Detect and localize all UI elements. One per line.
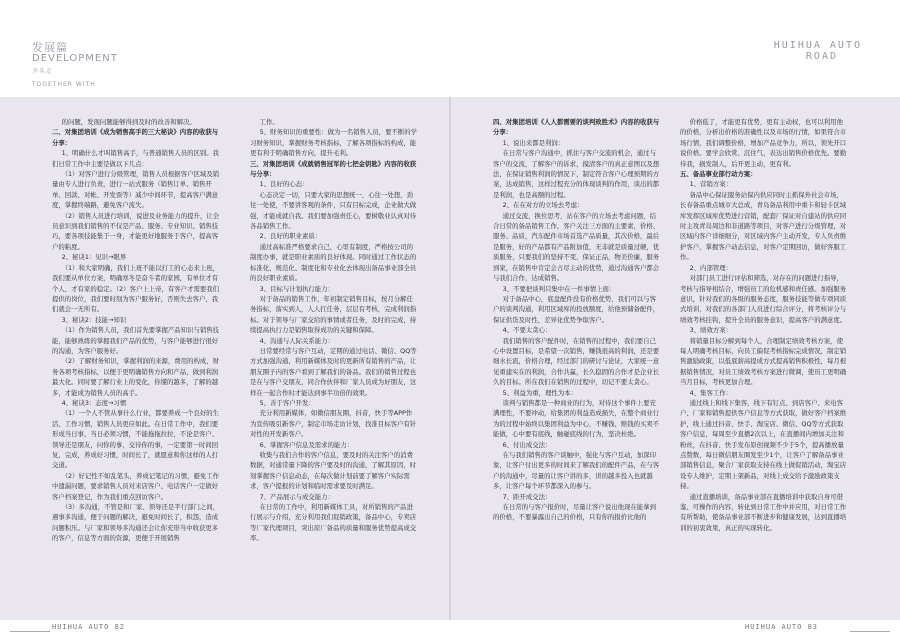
body-paragraph: 在日常的工作中，利用新媒体工具，对所销售的产品进行展示与介绍，充分利用我们促销政策，备品中心，专卖店等厂家代理项目，突出原厂备品的质量和服务优势提高成交率。 [250, 503, 417, 543]
body-paragraph: 3、绩效方案： [689, 326, 733, 335]
body-paragraph: 对部门员工进行评估和筛选，对存在的问题进行指导，考核与指导相结合，增强员工的危机感和责任感。加强服务意识，针对我们的各级的服务态度，服务技能等做专项同质式培训，对我们的各部门人员进行综合评分，将考核评分与绩效考核挂钩，提升全员的服务意识，提高客户的满意度。 [680, 274, 847, 324]
body-paragraph: 谈判与销售都是一种商业的行为，对待这个事件上要充满理性，不要冲动，给集团的利益造成损失，在整个商业行为的过程中始终以集团利益为中心，不赚钱、赔钱的买卖不能做，心中要有底线，触碰底线的行为，坚决杜绝。 [493, 398, 660, 439]
footer-right [745, 623, 818, 631]
footer-brand-right: HUIHUA AUTO [745, 623, 803, 631]
body-paragraph: 2、良好的职业素质： [259, 232, 322, 241]
body-paragraph: 6、掌握客户信息及需求的能力： [259, 440, 354, 449]
body-paragraph: 6、付出成交法： [502, 440, 552, 449]
section-subtitle-cn: 齐头走 [32, 68, 54, 75]
body-paragraph: 通过线上和线下集客，线下有钉点、到店客户、来电客户、厂家和销售提供客户信息等方式获取，做好客户档案维护，线上通过抖音、快手、淘宝店、微信、QQ等方式获取客户信息，每周至少直播2次以上，在直播间内增加关注和粉丝，在抖音、快手发布原创视频不少于5个，提高播放量点赞数，每日微信朋友圈发至少1个，让客户了解备品事业部销售信息，聚合厂家获取支持在线上做促销活动，淘宝店设专人维护，定期上架新品，对线上成交给予激励政策支持。 [680, 398, 847, 491]
body-paragraph: 4、集客工作： [689, 388, 733, 397]
car-logo-icon [10, 621, 50, 632]
brand-logo-line1: HUIHUA AUTO [773, 40, 862, 51]
body-paragraph: 将销量目标分解到每个人，合理制定绩效考核方案，使每人明确考核目标，向员工偏促考核指标完成情况，制定销售激励政策，以低底薪高提成方式提高销售积极性，每月根据销售情况，对员工绩效考核方案进行微调，使员工更明确当月目标，考核更加合理。 [680, 336, 847, 387]
body-paragraph: （1）对客户进行分级管理，销售人员根据客户区域及销量由专人进行负责，进行一站式服务（销售订单、销售开单、回款、对帐、开发票等）减少中间环节，提高客户满意度，掌握终端路，避免客户流失。 [52, 170, 220, 210]
body-paragraph: 1、营销方案： [689, 180, 733, 189]
body-paragraph: 5、利益为重，理性为本： [502, 388, 577, 397]
body-paragraph: （2）了解财务知识，掌握利润的来源，费用的构成，财务各项考核指标，以便于更明确销售方向和产品，做到利润最大化。同时要了解行业上的变化，你懂的越多，了解的越多，才能成为销售人员的高手。 [52, 357, 220, 397]
body-paragraph: （1）一个人不管从事什么行业，都要养成一个良好的生活、工作习惯，销售人员更应如此。在日常工作中，我们要形成当日事，当日必须习惯，不能拖拖拉拉，不论是客户、领导还是朋友，问你的事，交待你的事，一定要第一时间回复，完成，养成好习惯，时间长了，就愿意和你这样的人打交道。 [52, 409, 220, 470]
section-heading-paragraph: 五、备品事业部行动方案： [680, 170, 757, 179]
body-paragraph: 3、秘诀2：技能→知识 [61, 315, 127, 324]
section-subtitle-en: TOGETHER WITH [32, 81, 96, 88]
footer-left [52, 623, 125, 631]
body-paragraph: 收集与我们合作的客户信息，要及时的关注客户的消费数据，对通常量下降的客户要及时的沟通，了解其原因，时刻掌握客户信息动态，在每次做计划前要了解客户实际需求，客户提报的计划和临时需求要及时满足。 [250, 451, 417, 491]
body-paragraph: 通过高标准严格要求自己，心里有制度，严格按公司的制度办事，就是职业素质的良好体现。同时通过工作状态的标准化、规范化、制度化和专业化去体现出备品事业部全员的良好职业素质。 [250, 242, 417, 283]
book-spine [449, 97, 451, 620]
body-paragraph: 通过直播培训，备品事业部在直播培训中获取自身可借鉴、可操作的内容，转化到日常工作中并应用，对日常工作有所帮助，使备品事业部不断进步和健康发展，达到直播培训的初衷效果，真正的实现转化。 [680, 492, 847, 532]
section-heading-paragraph: 三、对集团培训《成就销售冠军的七把金钥匙》内容的收获与分享： [250, 159, 417, 179]
body-paragraph: 5、善于客户开发： [259, 398, 315, 407]
body-paragraph: 在日常与客户沟通中，抓住与客户交流的机会，通过与客户的交流，了解客户的诉求，摸清客户的真正意图以及想法，在保证销售利润的情况下，制定符合客户心理预期的方案，达成销售，这样过程充分的体现谈判的作用，谈出的都是利润，也是高额的过程。 [493, 149, 660, 199]
body-paragraph: 在日常的与客户报价时，尽量让客户说出他现在能拿到的价格，不要暴露出自己的价格，只有你的报价比他的 [493, 503, 656, 522]
body-paragraph: 4、不要太贪心： [502, 326, 552, 335]
text-column-3 [493, 117, 661, 617]
body-paragraph: 5、财务知识的重要性：做为一名销售人员，要不断的学习财务知识，掌握财务考核指标，了解各项指标的构成，能更有利于明确销售方向，提升毛利。 [250, 128, 418, 158]
section-title-en: DEVELOPMENT [32, 53, 118, 64]
page-header-band [0, 0, 900, 97]
body-paragraph: 7、距开成交法： [502, 492, 552, 501]
body-paragraph: 1、说出来都是利润： [502, 138, 565, 147]
section-heading [32, 42, 118, 90]
body-paragraph: （1）和大家明确，我们上班不能以打工的心态来上班，我们要从单位方案，明确寒冬是奋斗者的家园，有单位才有个人，才有家的稳定。（2）客户上上帝，有客户才需要我们提供的岗位，我们要时刻为客户服务好，否则失去客户，我们就会一无所有。 [52, 263, 220, 314]
body-paragraph: 的问题，发现问题能够得到及时的改善和解决。 [61, 118, 196, 126]
body-paragraph: 2、在在对方的立场去考虑： [502, 201, 584, 210]
body-paragraph: 1、良好的心态： [259, 180, 309, 189]
body-paragraph: 3、目标与计划执行能力： [259, 284, 334, 293]
body-paragraph: 4、沟通与人际关系能力： [259, 336, 334, 345]
body-paragraph: 我们销售的客户配件时，在销售的过程中，我们要自己心中设置目标，是希望一次销售，赚钱很高的利润，还是要细水长流，价格合理，经过部门的研讨与论证，大家统一意见重建实在的利润，合作共赢，长久稳固的合作才是企业长久的目标。所在我们在销售的过程中，切记不要太贪心。 [493, 336, 660, 387]
body-paragraph: （3）多沟通，不管是和厂家、领导还是平行部门之间，遇事多沟通，便于问题的解决，避免时间长了，积怨，造成问题积压。与厂家和领导多沟通还会让你充形当中收获更多的客户，信息等方面的资源，更便于开展销售 [52, 503, 220, 543]
body-paragraph: 对于备品的销售工作，年初制定销售目标，按月分解任务指标，落实到人，人人扛任务，层层有考核，完成利润指标。对于领导与厂家交给的事情或者任务，及时的完成，持续提高执行力是销售取得成功的关键和保障。 [250, 294, 417, 335]
body-paragraph: 备品中心保证服务站保内供应同时主抓保外社会市场，长春备品重点城市大总成，青岛备品利用中重卡和轻卡区域库发挥区域库优势进行营销，配套厂保证对自建站的供应同时主攻青岛周边和非道路等项目，对客户进行分级管理，对区域内客户详细细分，对区域内客户主动开发，专人负责维护客户，掌握客户动态信息，对客户定期回访，做好客服工作。 [680, 190, 847, 262]
body-paragraph: 4、秘诀3：态度→习惯 [61, 398, 127, 407]
body-paragraph: 心态决定一切，只要大家的思想统一，心往一处想，劲往一处使，不要讲客观的条件，只有目标完成，企业做大做强，才能成就自我。我们要加强责任心，要树敬业认真对待各品销售工作。 [250, 190, 417, 231]
body-paragraph: （2）销售人员进行培训，说进及业务能力的提升，让全员意识到我们销售的不仅是产品、服务、专业知识、销售技巧，要各项技能集于一身，才能更好地服务于客户，提高客户的粘度。 [52, 211, 220, 251]
body-paragraph: 3、不要把谈判只集中在一件事情上面： [502, 284, 616, 293]
body-paragraph: （1）作为销售人员，我们首先要掌握产品知识与销售技能，能够熟练的掌握我们产品的优势，与客户能够进行很好的沟通，为客户服务好。 [52, 326, 220, 355]
body-paragraph: 日常要经常与客户互动，定期的通过电话、微信、QQ等方式加强沟通，利用新媒体及时的更新所有销售的产品，让朋友圈子内的客户看到了解我们的备品。我们的销售过程也是在与客户交朋友，同合作伙伴和厂家人员成为好朋友，这样在一起合作时才能达到事半功倍的效果。 [250, 346, 417, 397]
page-number-left: 82 [114, 623, 126, 631]
car-logo-icon [850, 621, 890, 632]
body-paragraph: 2、内部管理： [689, 263, 733, 272]
section-heading-paragraph: 四、对集团培训《人人都需要的谈判致胜术》内容的收获与分享： [493, 118, 660, 137]
body-paragraph: 通过交流，换位思考，站在客户的立场去考虑问题，结合日常的备品销售工作，客户关注三方面的主要素，价格、服务、品质，汽车配件市场首选产品质量，其次价格，最后是服务，好的产品都有产品附加值，无非就是质量过硬，优质服务，只要我们的坚持不变，保证正品，物美价廉，服务到家，在销售中肯定会占尽主动的优势，通过沟通客户都会与我们合作，达成销售。 [493, 211, 660, 283]
body-paragraph: 充分利用新媒体，如微信朋友圈，抖音，快手等APP作为宣传吸引新客户，制定市场走访计划，找准目标客户有针对性的开发新客户。 [250, 409, 417, 439]
body-paragraph: 在与我们销售的客户谈触中，强化与客户互动，加深印象，让客户付出更多的时间来了解我们的配件产品，在与客户的沟通中，尽量的让客户讲的多，讲的越多投入也就越多，让客户每个环节都深入的参与。 [493, 451, 660, 491]
section-title-cn: 发展篇 [32, 41, 68, 54]
brand-logo [774, 40, 862, 62]
body-paragraph: 价格低了，才能更有优势，更有主动权，也可以利用他的价格，分析出价格的准确性以及市场的行情，如果符合市场行情，我们调整价格，增加产品竞争力，所以，领先开口说价格。要学会欣赏、沉住气，表达出销售价格优先。要勤待我，损发制人，后开更主动，更有利。 [680, 118, 847, 168]
body-paragraph: 2、秘诀1：见识→眼界 [61, 253, 127, 262]
brand-logo-line2: ROAD [805, 51, 838, 62]
body-paragraph: 工作。 [259, 118, 279, 126]
body-paragraph: （2）好记性不如乱笔头，养成记笔记的习惯，避免工作中遗漏问题，要求销售人员对来店客户、电话客户一定做好客户档案登记，作为我们重点回访客户。 [52, 471, 220, 501]
text-column-1 [52, 117, 220, 617]
page-number-right: 83 [807, 623, 819, 631]
body-paragraph: 1、明确什么才叫销售高手，与普通销售人员的区别。我们日常工作中主要是做以下几点： [52, 149, 220, 168]
section-heading-paragraph: 二、对集团培训《成为销售高手的三大秘诀》内容的收获与分享： [52, 128, 219, 147]
text-column-2 [250, 117, 418, 617]
footer-brand-left: HUIHUA AUTO [52, 623, 110, 631]
body-paragraph: 7、产品展示与成交能力： [259, 492, 334, 501]
body-paragraph: 对于备品中心，底盘配件没有价格优势，我们可以与客户的谈判沟通，利用区域库的投放额度，给他预储备配件，保证供货及时性，差异化优势争取客户。 [493, 294, 660, 324]
text-column-4 [680, 117, 848, 617]
